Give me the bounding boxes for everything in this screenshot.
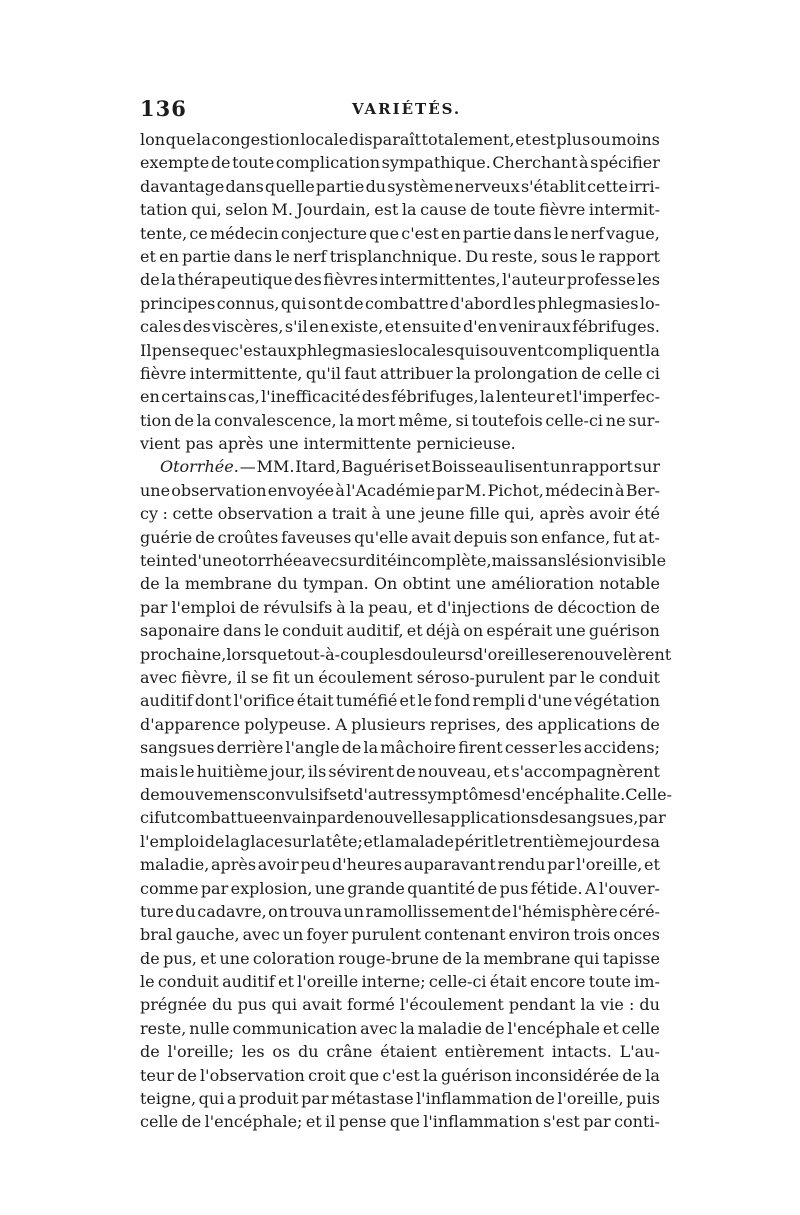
text-line: teur de l'observation croit que c'est la guérison inconsidérée de la [140,1065,660,1085]
text-line: mais le huitième jour, ils sévirent de nouveau, et s'accompagnèrent [140,761,660,781]
text-line: par l'emploi de révulsifs à la peau, et d'injections de décoction de [140,597,660,617]
running-head: VARIÉTÉS. [352,100,462,118]
text-line: prochaine, lorsque tout-à-coup les douleurs d'oreille se renouvelèrent [140,644,672,664]
text-line: Il pense que c'est aux phlegmasies locales qui souvent compliquent la [140,340,660,360]
text-line: cy : cette observation a trait à une jeune fille qui, après avoir été [140,504,660,524]
text-line: en certains cas, l'inefficacité des fébrifuges, la lenteur et l'imperfec- [140,387,660,407]
body-text [140,128,673,1134]
text-line: lon que la congestion locale disparaît totalement, et est plus ou moins [140,130,660,149]
text-line: reste, nulle communication avec la maladie de l'encéphale et celle [140,1018,660,1038]
text-line: guérie de croûtes faveuses qu'elle avait depuis son enfance, fut at- [140,527,660,547]
text-line: comme par explosion, une grande quantité de pus fétide. A l'ouver- [140,878,660,898]
text-line: sangsues derrière l'angle de la mâchoire firent cesser les accidens; [140,738,660,758]
text-line: teigne, qui a produit par métastase l'inflammation de l'oreille, puis [140,1089,660,1109]
text-line: exempte de toute complication sympathique. Cherchant à spécifier [140,153,660,173]
text-line: d'apparence polypeuse. A plusieurs reprises, des applications de [140,714,660,734]
text-line: maladie, après avoir peu d'heures auparavant rendu par l'oreille, et [140,855,660,875]
text-line: fièvre intermittente, qu'il faut attribuer la prolongation de celle ci [140,363,660,383]
text-line: saponaire dans le conduit auditif, et déjà on espérait une guérison [140,621,660,641]
text-line: de la membrane du tympan. On obtint une amélioration notable [140,574,660,594]
text-line: de mouvemens convulsifs et d'autres symptômes d'encéphalite. Celle- [140,784,673,804]
page-number: 136 [140,96,187,121]
text-line: bral gauche, avec un foyer purulent contenant environ trois onces [140,925,660,945]
text-line: Otorrhée. — MM. Itard, Baguéris et Boisseau lisent un rapport sur [160,457,660,477]
text-line: tente, ce médecin conjecture que c'est en partie dans le nerf vague, [140,223,660,243]
text-line: l'emploi de la glace sur la tête; et la malade périt le trentième jour de sa [140,831,660,851]
text-line: auditif dont l'orifice était tuméfié et le fond rempli d'une végétation [140,691,660,711]
text-line: principes connus, qui sont de combattre d'abord les phlegmasies lo- [140,293,660,313]
text-line: celle de l'encéphale; et il pense que l'inflammation s'est par conti- [140,1112,660,1132]
page-header [140,96,660,122]
text-line: de l'oreille; les os du crâne étaient entièrement intacts. L'au- [140,1042,660,1062]
text-line: et en partie dans le nerf trisplanchnique. Du reste, sous le rapport [140,246,660,266]
text-line: de pus, et une coloration rouge-brune de la membrane qui tapisse [140,948,660,968]
text-line: de la thérapeutique des fièvres intermittentes, l'auteur professe les [140,270,660,290]
text-line: tation qui, selon M. Jourdain, est la cause de toute fièvre intermit- [140,200,660,220]
text-line: avec fièvre, il se fit un écoulement séroso-purulent par le conduit [140,667,660,687]
text-line: tion de la convalescence, la mort même, si toutefois celle-ci ne sur- [140,410,660,430]
text-line: ci fut combattue en vain par de nouvelles applications de sangsues, par [140,808,666,828]
text-line: prégnée du pus qui avait formé l'écoulement pendant la vie : du [140,995,660,1015]
text-line: une observation envoyée à l'Académie par M. Pichot, médecin à Ber- [140,480,660,500]
text-line: vient pas après une intermittente pernicieuse. [140,434,516,454]
text-line: teinte d'une otorrhée avec surdité incomplète, mais sans lésion visible [140,551,667,571]
text-line: cales des viscères, s'il en existe, et ensuite d'en venir aux fébrifuges. [140,317,660,337]
text-line: le conduit auditif et l'oreille interne; celle-ci était encore toute im- [140,972,660,992]
text-line: davantage dans quelle partie du système nerveux s'établit cette irri- [140,176,660,196]
text-line: ture du cadavre, on trouva un ramollissement de l'hémisphère céré- [140,901,660,921]
